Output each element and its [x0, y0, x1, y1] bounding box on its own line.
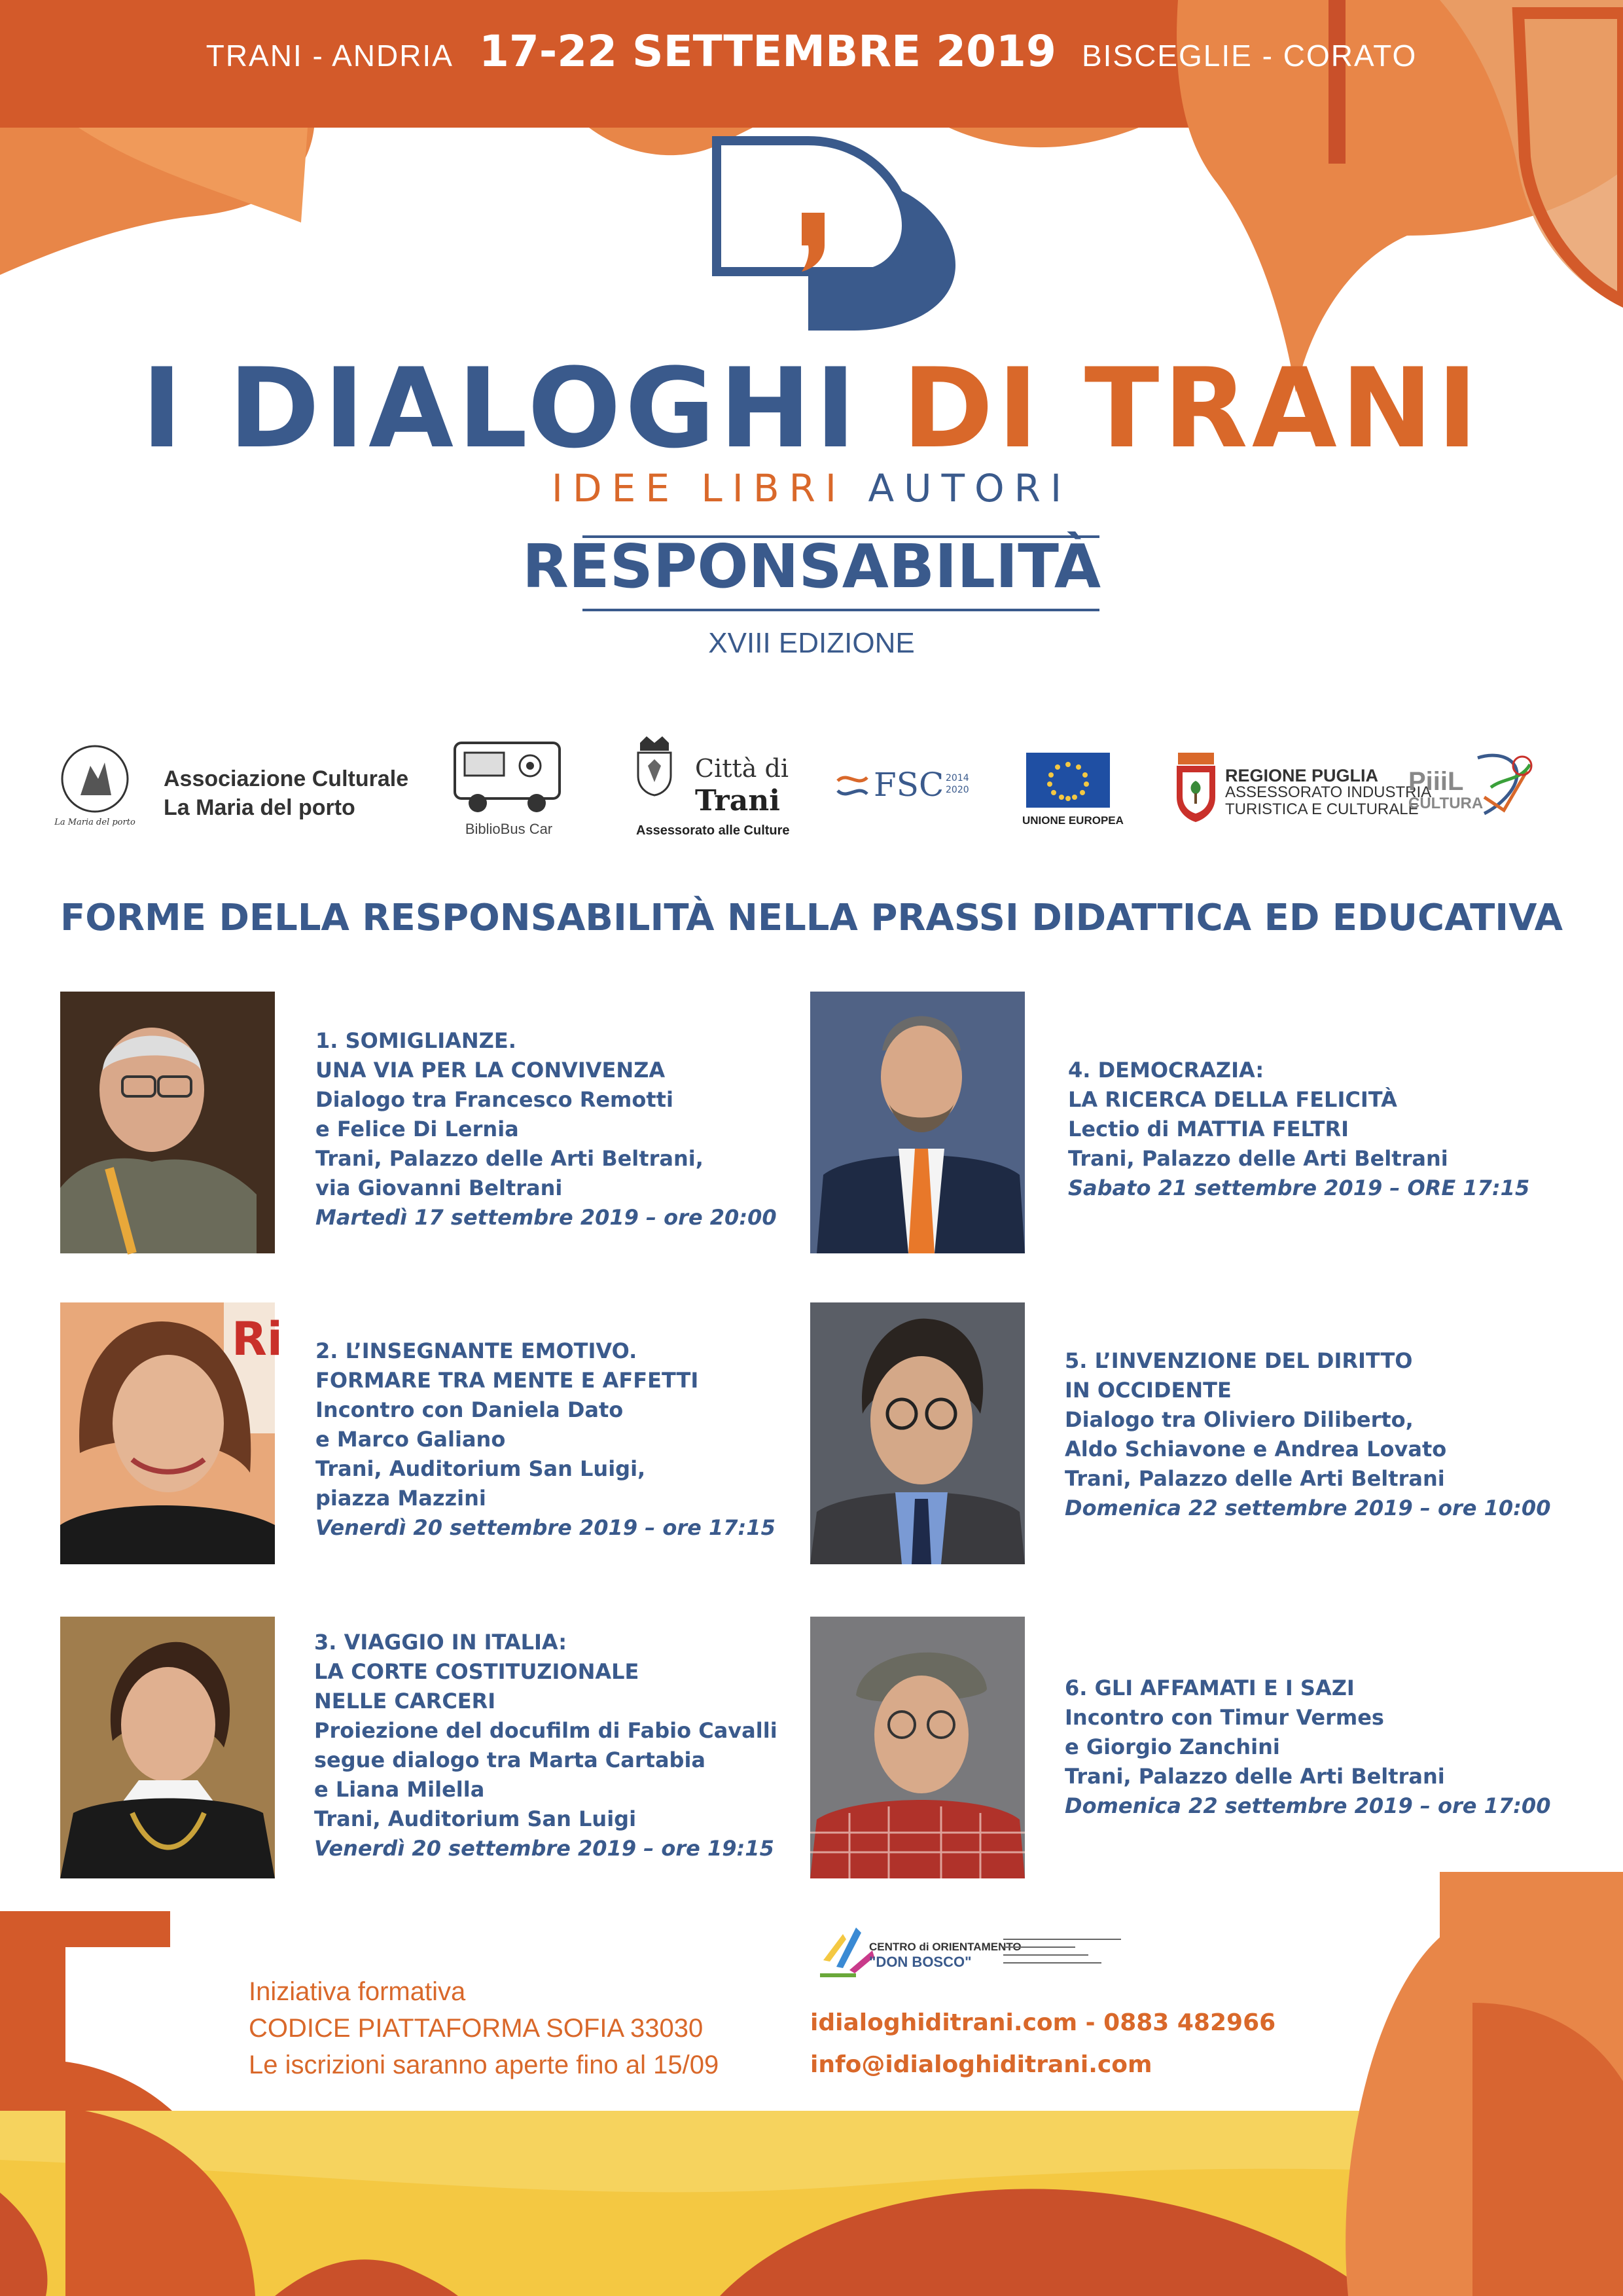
- training-line2: CODICE PIATTAFORMA SOFIA 33030: [249, 2014, 704, 2043]
- trani-assessorato: Assessorato alle Culture: [636, 823, 790, 838]
- trani-city-label: Città di: [695, 754, 789, 783]
- event-3-line: 3. VIAGGIO IN ITALIA:: [314, 1630, 567, 1655]
- section-heading: FORME DELLA RESPONSABILITÀ NELLA PRASSI DIDATTICA ED EDUCATIVA: [60, 897, 1563, 939]
- edition-label: XVIII EDIZIONE: [708, 627, 915, 659]
- piiil-cultura-logo: [1406, 751, 1543, 823]
- event-5-line: Trani, Palazzo delle Arti Beltrani: [1065, 1466, 1445, 1491]
- association-line1: Associazione Culturale: [164, 766, 409, 791]
- event-1: [315, 1026, 777, 1232]
- event-3-line: LA CORTE COSTITUZIONALE: [314, 1659, 639, 1684]
- festival-logo-icon: [710, 134, 959, 337]
- festival-title: [0, 344, 1623, 473]
- training-info: [249, 1973, 719, 2083]
- festival-title-part1: I DIALOGHI: [141, 344, 860, 473]
- event-2-date: Venerdì 20 settembre 2019 – ore 17:15: [315, 1515, 776, 1540]
- subtitle-part1: IDEE LIBRI: [551, 466, 847, 511]
- event-6-line: 6. GLI AFFAMATI E I SAZI: [1065, 1676, 1355, 1700]
- bibliobus-label: BiblioBus Car: [465, 821, 553, 837]
- don-bosco-line1: CENTRO di ORIENTAMENTO: [869, 1941, 1022, 1953]
- event-4-line: 4. DEMOCRAZIA:: [1068, 1058, 1264, 1083]
- arrows-icon: [817, 1921, 876, 1980]
- contact-site-phone[interactable]: idialoghiditrani.com - 0883 482966: [810, 2009, 1276, 2036]
- svg-text:Ri: Ri: [232, 1312, 283, 1366]
- event-3-line: Trani, Auditorium San Luigi: [314, 1806, 637, 1831]
- header-cities-right: BISCEGLIE - CORATO: [1081, 39, 1418, 73]
- event-6: [1065, 1674, 1550, 1821]
- regione-line3: TURISTICA E CULTURALE: [1225, 800, 1419, 818]
- regione-line2: ASSESSORATO INDUSTRIA: [1225, 783, 1432, 801]
- fsc-logo: [834, 764, 978, 813]
- event-3-line: Proiezione del docufilm di Fabio Cavalli: [314, 1718, 777, 1743]
- festival-title-part2: DI TRANI: [902, 344, 1482, 473]
- event-3-line: NELLE CARCERI: [314, 1689, 496, 1713]
- don-bosco-line2: "DON BOSCO": [869, 1954, 972, 1970]
- event-4-line: LA RICERCA DELLA FELICITÀ: [1068, 1087, 1397, 1112]
- event-2-line: 2. L’INSEGNANTE EMOTIVO.: [315, 1338, 637, 1363]
- event-4-line: Lectio di MATTIA FELTRI: [1068, 1117, 1349, 1141]
- event-5: [1065, 1346, 1550, 1523]
- speaker-photo-2: [60, 1302, 283, 1564]
- event-4: [1068, 1056, 1529, 1203]
- event-6-line: Trani, Palazzo delle Arti Beltrani: [1065, 1764, 1445, 1789]
- event-1-line: via Giovanni Beltrani: [315, 1175, 563, 1200]
- header-cities-left: TRANI - ANDRIA: [205, 39, 454, 73]
- training-line3: Le iscrizioni saranno aperte fino al 15/09: [249, 2051, 719, 2079]
- bibliobus-logo: [448, 730, 569, 844]
- event-1-line: Trani, Palazzo delle Arti Beltrani,: [315, 1146, 704, 1171]
- training-line1: Iniziativa formativa: [249, 1977, 466, 2006]
- regione-line1: REGIONE PUGLIA: [1225, 766, 1379, 785]
- regione-puglia-shield-icon: [1175, 751, 1217, 823]
- association-logo: [164, 764, 408, 822]
- eu-label: UNIONE EUROPEA: [1022, 814, 1124, 827]
- theme-title: RESPONSABILITÀ: [522, 531, 1101, 601]
- speaker-photo-4: [810, 992, 1025, 1253]
- festival-subtitle: [0, 466, 1623, 511]
- event-6-line: Incontro con Timur Vermes: [1065, 1705, 1384, 1730]
- piiil-label: PiiiL: [1408, 767, 1464, 796]
- fsc-label: FSC: [874, 766, 944, 804]
- event-2-line: e Marco Galiano: [315, 1427, 506, 1452]
- subtitle-part2: AUTORI: [868, 466, 1072, 511]
- don-bosco-logo: [817, 1921, 1131, 1980]
- event-2: [315, 1336, 776, 1543]
- speaker-photo-6: [810, 1617, 1025, 1878]
- event-1-line: e Felice Di Lernia: [315, 1117, 519, 1141]
- contact-email[interactable]: info@idialoghiditrani.com: [810, 2051, 1152, 2078]
- speaker-photo-5: [810, 1302, 1025, 1564]
- event-3-date: Venerdì 20 settembre 2019 – ore 19:15: [314, 1836, 774, 1861]
- association-line2: La Maria del porto: [164, 795, 355, 820]
- event-3-line: segue dialogo tra Marta Cartabia: [314, 1748, 706, 1772]
- event-5-line: 5. L’INVENZIONE DEL DIRITTO: [1065, 1348, 1413, 1373]
- event-5-line: IN OCCIDENTE: [1065, 1378, 1232, 1403]
- top-right-bar: [1329, 0, 1346, 164]
- svg-text:La Maria del porto: La Maria del porto: [54, 817, 135, 827]
- event-1-date: Martedì 17 settembre 2019 – ore 20:00: [315, 1205, 777, 1230]
- event-2-line: FORMARE TRA MENTE E AFFETTI: [315, 1368, 699, 1393]
- event-1-line: Dialogo tra Francesco Remotti: [315, 1087, 673, 1112]
- event-5-line: Aldo Schiavone e Andrea Lovato: [1065, 1437, 1447, 1462]
- event-2-line: piazza Mazzini: [315, 1486, 486, 1511]
- piiil-cultura: CULTURA: [1408, 795, 1484, 812]
- eu-flag-icon: [1026, 753, 1110, 808]
- event-2-line: Incontro con Daniela Dato: [315, 1397, 624, 1422]
- event-3: [314, 1628, 777, 1863]
- don-bosco-address-lines: [1003, 1934, 1128, 1973]
- trani-coat-of-arms-icon: [635, 736, 674, 795]
- event-6-date: Domenica 22 settembre 2019 – ore 17:00: [1065, 1793, 1551, 1818]
- theme-rule-bottom: [582, 609, 1099, 611]
- event-4-line: Trani, Palazzo delle Arti Beltrani: [1068, 1146, 1448, 1171]
- bus-icon: [448, 730, 569, 818]
- event-1-line: 1. SOMIGLIANZE.: [315, 1028, 516, 1053]
- event-1-line: UNA VIA PER LA CONVIVENZA: [315, 1058, 666, 1083]
- event-2-line: Trani, Auditorium San Luigi,: [315, 1456, 646, 1481]
- top-center-wave-2: [949, 128, 1139, 147]
- event-3-line: e Liana Milella: [314, 1777, 485, 1802]
- speaker-photo-1: [60, 992, 275, 1253]
- trani-city-name: Trani: [695, 784, 780, 817]
- event-4-date: Sabato 21 settembre 2019 – ORE 17:15: [1068, 1175, 1530, 1200]
- event-6-line: e Giorgio Zanchini: [1065, 1734, 1280, 1759]
- header-dates: 17-22 SETTEMBRE 2019: [478, 26, 1056, 77]
- speaker-photo-3: [60, 1617, 275, 1878]
- fsc-years: 2014 2020: [946, 773, 969, 795]
- event-5-line: Dialogo tra Oliviero Diliberto,: [1065, 1407, 1414, 1432]
- association-seal-icon: [54, 740, 135, 831]
- event-5-date: Domenica 22 settembre 2019 – ore 10:00: [1065, 1496, 1551, 1520]
- header-line: [0, 26, 1623, 77]
- regione-puglia-logo: [1225, 767, 1431, 818]
